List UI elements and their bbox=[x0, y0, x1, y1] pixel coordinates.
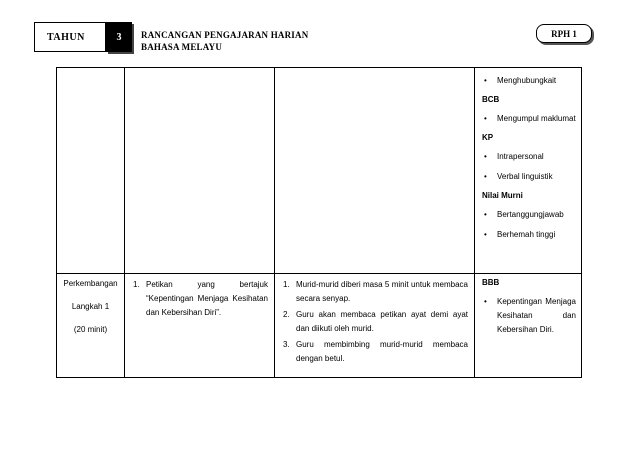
step-time: (20 minit) bbox=[73, 325, 108, 334]
item-text: Guru membimbing murid-murid membaca dengan betul. bbox=[296, 340, 468, 363]
title-line-1: RANCANGAN PENGAJARAN HARIAN bbox=[141, 30, 309, 40]
document-title bbox=[141, 29, 308, 53]
item-text: Murid-murid diberi masa 5 minit untuk membaca secara senyap. bbox=[296, 280, 468, 303]
tahun-value: 3 bbox=[106, 22, 132, 52]
list-item bbox=[279, 308, 468, 336]
bbb-heading: BBB bbox=[482, 278, 500, 287]
stage-name: Perkembangan bbox=[63, 279, 118, 288]
kp-list bbox=[482, 150, 576, 184]
bcb-list bbox=[482, 112, 576, 126]
title-line-2: BAHASA MELAYU bbox=[141, 42, 223, 52]
item-text: Guru akan membaca petikan ayat demi ayat dan diikuti oleh murid. bbox=[296, 310, 468, 333]
content-cell bbox=[125, 274, 275, 378]
notes-list-top bbox=[482, 74, 576, 88]
item-number: 2. bbox=[283, 310, 290, 319]
notes-cell bbox=[475, 68, 582, 274]
bbb-list bbox=[482, 295, 576, 337]
lesson-plan-table bbox=[56, 67, 582, 378]
list-item: • Kepentingan Menjaga Kesihatan dan Kebersihan Diri. bbox=[482, 295, 576, 337]
activity-list bbox=[279, 278, 468, 366]
item-text: Petikan yang bertajuk “Kepentingan Menjaga Kesihatan dan Kebersihan Diri”. bbox=[146, 280, 268, 317]
list-item bbox=[279, 338, 468, 366]
content-list bbox=[129, 278, 268, 320]
step-name: Langkah 1 bbox=[71, 302, 110, 311]
item-number: 1. bbox=[133, 280, 140, 289]
stage-cell bbox=[57, 274, 125, 378]
list-item bbox=[279, 278, 468, 306]
list-item bbox=[129, 278, 268, 320]
list-item: • Bertanggungjawab bbox=[482, 208, 576, 222]
bcb-heading: BCB bbox=[482, 95, 500, 104]
nilai-murni-list bbox=[482, 208, 576, 242]
notes-cell bbox=[475, 274, 582, 378]
item-number: 3. bbox=[283, 340, 290, 349]
list-item: • Menghubungkait bbox=[482, 74, 576, 88]
list-item: • Intrapersonal bbox=[482, 150, 576, 164]
table-row bbox=[57, 68, 582, 274]
nilai-murni-heading: Nilai Murni bbox=[482, 191, 523, 200]
rph-badge: RPH 1 bbox=[536, 24, 592, 43]
activity-cell bbox=[275, 68, 475, 274]
activity-cell bbox=[275, 274, 475, 378]
table-row bbox=[57, 274, 582, 378]
list-item: • Verbal linguistik bbox=[482, 170, 576, 184]
kp-heading: KP bbox=[482, 133, 494, 142]
stage-cell bbox=[57, 68, 125, 274]
content-cell bbox=[125, 68, 275, 274]
list-item: • Berhemah tinggi bbox=[482, 228, 576, 242]
tahun-label: TAHUN bbox=[34, 22, 106, 52]
item-number: 1. bbox=[283, 280, 290, 289]
list-item: • Mengumpul maklumat bbox=[482, 112, 576, 126]
